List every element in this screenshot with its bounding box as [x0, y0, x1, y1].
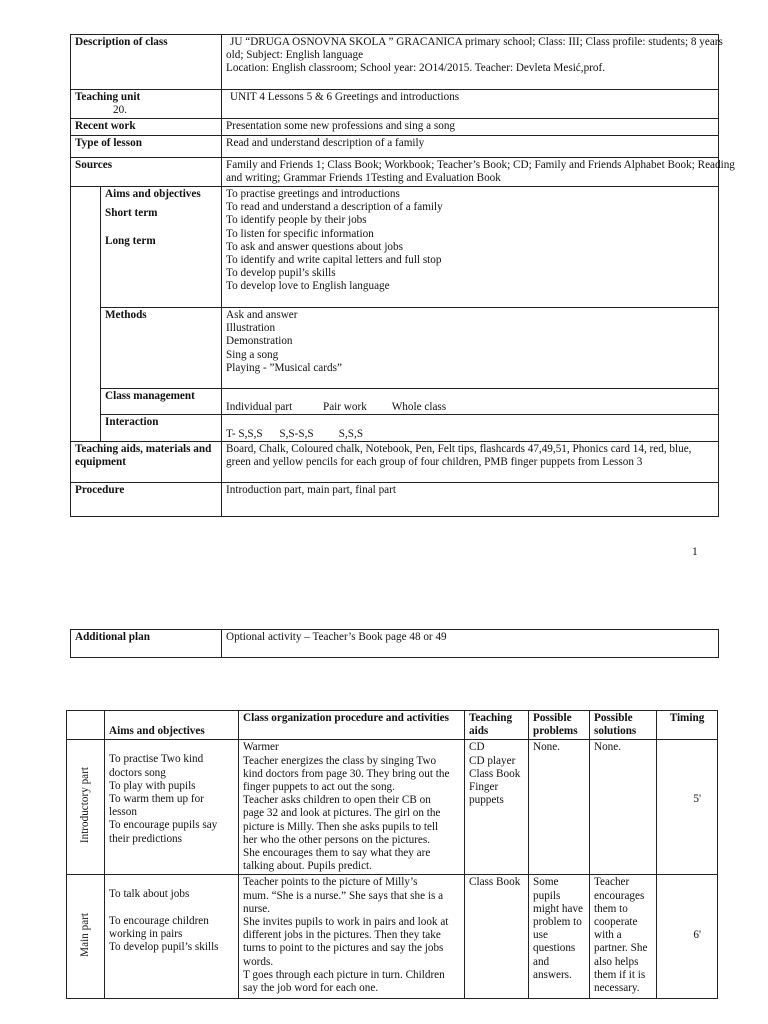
aids-cell: Class Book [465, 875, 529, 999]
phase-cell: Introductory part [67, 740, 105, 875]
description-value: JU “DRUGA OSNOVNA SKOLA ” GRACANICA primary school; Class: III; Class profile: students; 8 years old; Subject: English language Location: English classroom; School year: 2O14/2015. Teacher: Devleta Mesić,prof. [222, 35, 719, 90]
activities-cell: Teacher points to the picture of Milly’s mum. “She is a nurse.” She says that she is a nurse. She invites pupils to work in pairs and look at different jobs in the pictures. Then they take turns to point to the pictures and say the jobs words. T goes through each picture in turn. Children say the job word for each one. [239, 875, 465, 999]
problems-cell: None. [529, 740, 590, 875]
interaction-label: Interaction [101, 415, 222, 442]
problems-header: Possible problems [529, 711, 590, 740]
teaching-unit-label: Teaching unit 20. [71, 90, 222, 119]
phase-header [67, 711, 105, 740]
methods-indent-cell [71, 308, 101, 389]
table-row [67, 875, 718, 999]
timing-cell: 5' [657, 740, 718, 875]
description-label: Description of class [71, 35, 222, 90]
type-of-lesson-value: Read and understand description of a family [222, 135, 719, 157]
sources-value: Family and Friends 1; Class Book; Workbook; Teacher’s Book; CD; Family and Friends Alphabet Book; Reading and writing; Grammar Friends 1Testing and Evaluation Book [222, 157, 719, 186]
procedure-table [66, 710, 718, 999]
aids-header: Teaching aids [465, 711, 529, 740]
teaching-unit-value: UNIT 4 Lessons 5 & 6 Greetings and introductions [222, 90, 719, 119]
aims-cell: To practise Two kind doctors song To play with pupils To warm them up for lesson To encourage pupils say their predictions [105, 740, 239, 875]
activities-cell: Warmer Teacher energizes the class by singing Two kind doctors from page 30. They bring out the finger puppets to act out the song. Teacher asks children to open their CB on page 32 and look at pictures. The girl on the picture is Milly. Then she asks pupils to tell her who the other persons on the pictures. She encourages them to say what they are talking about. Pupils predict. [239, 740, 465, 875]
teaching-aids-label: Teaching aids, materials and equipment [71, 442, 222, 483]
aims-cell: To talk about jobs To encourage children working in pairs To develop pupil’s skills [105, 875, 239, 999]
additional-plan-table [70, 629, 719, 658]
additional-plan-label: Additional plan [71, 630, 222, 658]
type-of-lesson-label: Type of lesson [71, 135, 222, 157]
procedure-label: Procedure [71, 483, 222, 517]
aims-indent-cell [71, 187, 101, 308]
activities-header: Class organization procedure and activities [239, 711, 465, 740]
aims-label-cell: Aims and objectives Short term Long term [101, 187, 222, 308]
interaction-value: T- S,S,S S,S-S,S S,S,S [222, 415, 719, 442]
problems-cell: Some pupils might have problem to use questions and answers. [529, 875, 590, 999]
solutions-header: Possible solutions [590, 711, 657, 740]
interaction-indent-cell [71, 415, 101, 442]
methods-label-cell: Methods [101, 308, 222, 389]
sources-label: Sources [71, 157, 222, 186]
aims-header: Aims and objectives [105, 711, 239, 740]
teaching-aids-value: Board, Chalk, Coloured chalk, Notebook, Pen, Felt tips, flashcards 47,49,51, Phonics card 14, red, blue, green and yellow pencils for each group of four children, PMB finger puppets from Lesson 3 [222, 442, 719, 483]
timing-header: Timing [657, 711, 718, 740]
recent-work-label: Recent work [71, 119, 222, 135]
solutions-cell: Teacher encourages them to cooperate with a partner. She also helps them if it is necessary. [590, 875, 657, 999]
table-row [67, 740, 718, 875]
page-number: 1 [692, 546, 698, 558]
aids-cell: CD CD player Class Book Finger puppets [465, 740, 529, 875]
recent-work-value: Presentation some new professions and sing a song [222, 119, 719, 135]
class-management-label: Class management [101, 389, 222, 415]
lesson-plan-table [70, 34, 735, 517]
solutions-cell: None. [590, 740, 657, 875]
aims-list: To practise greetings and introductions To read and understand a description of a family To identify people by their jobs To listen for specific information To ask and answer questions about jobs To identify and write capital letters and full stop To develop pupil’s skills To develop love to English language [222, 187, 719, 308]
class-management-value: Individual part Pair work Whole class [222, 389, 719, 415]
class-mgmt-indent-cell [71, 389, 101, 415]
additional-plan-value: Optional activity – Teacher’s Book page 48 or 49 [222, 630, 719, 658]
phase-cell: Main part [67, 875, 105, 999]
methods-list: Ask and answer Illustration Demonstration Sing a song Playing - ”Musical cards” [222, 308, 719, 389]
timing-cell: 6' [657, 875, 718, 999]
procedure-value: Introduction part, main part, final part [222, 483, 719, 517]
